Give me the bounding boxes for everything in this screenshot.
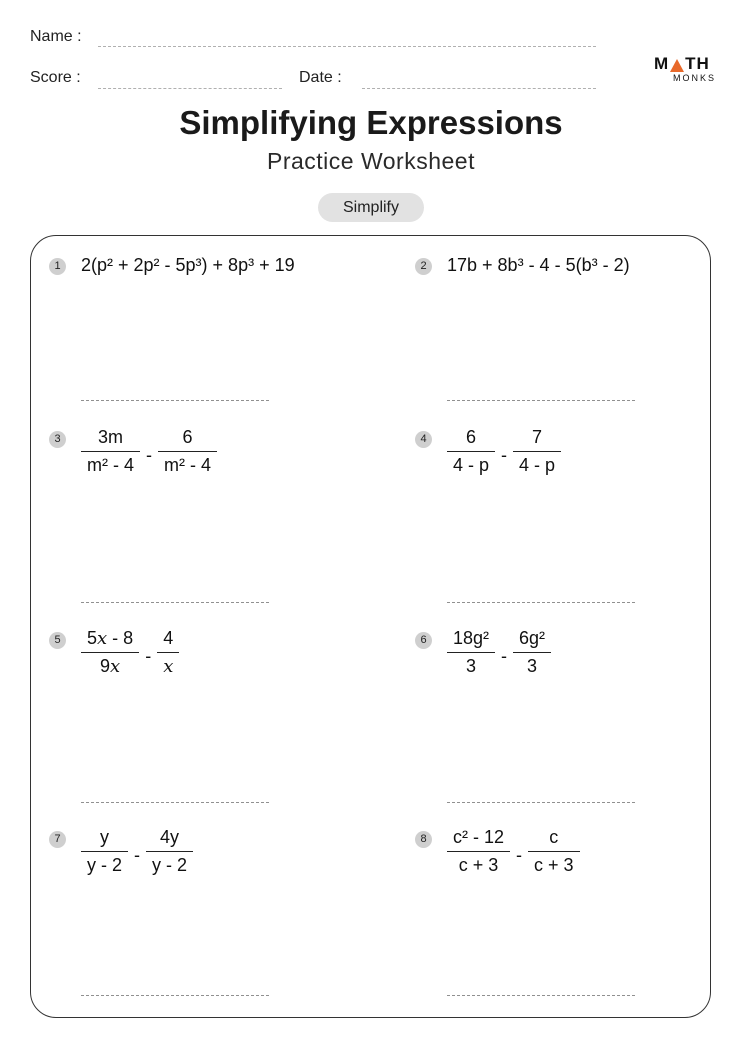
fraction-right	[146, 827, 193, 876]
answer-line-4[interactable]	[447, 602, 635, 603]
denominator: y - 2	[152, 855, 188, 875]
problem-7-expression	[81, 827, 193, 876]
denominator	[81, 653, 139, 677]
fraction-left	[81, 427, 140, 476]
coefficient: 5	[87, 628, 98, 648]
denominator: c + 3	[458, 855, 499, 875]
numerator: 6	[158, 427, 217, 452]
name-field[interactable]	[98, 46, 596, 47]
instruction-badge: Simplify	[318, 193, 424, 222]
answer-line-5[interactable]	[81, 802, 269, 803]
name-label: Name :	[30, 28, 82, 45]
problem-3-expression	[81, 427, 217, 476]
operator: -	[146, 445, 152, 465]
date-field[interactable]	[362, 88, 596, 89]
numerator: y	[81, 827, 128, 852]
numerator: 6g²	[513, 628, 551, 653]
fraction-left	[81, 628, 139, 677]
fraction-right	[513, 628, 551, 677]
fraction-left	[447, 427, 495, 476]
problem-2-expression: 17b + 8b³ - 4 - 5(b³ - 2)	[447, 255, 630, 275]
numerator: 18g²	[447, 628, 495, 653]
numerator: c	[528, 827, 580, 852]
problem-5-expression	[81, 628, 179, 677]
fraction-left	[81, 827, 128, 876]
variable: x	[97, 628, 108, 649]
numerator: 6	[447, 427, 495, 452]
logo-text-th: TH	[685, 54, 710, 73]
denominator: m² - 4	[87, 455, 134, 475]
problem-6-expression	[447, 628, 551, 677]
numerator: 4y	[146, 827, 193, 852]
denominator: 4 - p	[453, 455, 490, 475]
fraction-right	[158, 427, 217, 476]
denominator: m² - 4	[164, 455, 211, 475]
answer-line-2[interactable]	[447, 400, 635, 401]
problem-number-7: 7	[49, 831, 66, 848]
fraction-right	[157, 628, 179, 677]
numerator: c² - 12	[447, 827, 510, 852]
problem-8-expression	[447, 827, 580, 876]
answer-line-7[interactable]	[81, 995, 269, 996]
problem-number-1: 1	[49, 258, 66, 275]
score-label: Score :	[30, 69, 81, 86]
logo-text-monks: MONKS	[673, 73, 717, 83]
coefficient: 9	[100, 656, 111, 676]
operator: -	[145, 646, 152, 666]
denominator: y - 2	[87, 855, 123, 875]
numerator: 3m	[81, 427, 140, 452]
numerator	[81, 628, 139, 653]
denominator: c + 3	[534, 855, 574, 875]
variable: x	[110, 656, 121, 677]
answer-line-1[interactable]	[81, 400, 269, 401]
problem-number-3: 3	[49, 431, 66, 448]
answer-line-6[interactable]	[447, 802, 635, 803]
fraction-right	[528, 827, 580, 876]
problem-number-5: 5	[49, 632, 66, 649]
problems-box	[30, 235, 711, 1018]
page-subtitle: Practice Worksheet	[267, 148, 475, 174]
answer-line-8[interactable]	[447, 995, 635, 996]
fraction-left	[447, 628, 495, 677]
problem-number-2: 2	[415, 258, 432, 275]
constant-term: - 8	[107, 628, 134, 648]
denominator: 3	[466, 656, 477, 676]
problem-number-4: 4	[415, 431, 432, 448]
problem-number-6: 6	[415, 632, 432, 649]
date-label: Date :	[299, 69, 342, 86]
logo-text-m: M	[654, 54, 670, 73]
denominator: 4 - p	[519, 455, 556, 475]
problem-1-expression: 2(p² + 2p² - 5p³) + 8p³ + 19	[81, 255, 295, 275]
score-field[interactable]	[98, 88, 282, 89]
numerator: 7	[513, 427, 561, 452]
fraction-right	[513, 427, 561, 476]
operator: -	[501, 445, 508, 465]
operator: -	[516, 845, 523, 865]
operator: -	[134, 845, 141, 865]
logo-triangle-icon	[670, 59, 684, 72]
denominator: 3	[527, 656, 538, 676]
problem-4-expression	[447, 427, 561, 476]
operator: -	[501, 646, 508, 666]
numerator: 4	[157, 628, 179, 653]
denominator: x	[163, 656, 174, 677]
page-title: Simplifying Expressions	[179, 104, 563, 141]
fraction-left	[447, 827, 510, 876]
answer-line-3[interactable]	[81, 602, 269, 603]
problem-number-8: 8	[415, 831, 432, 848]
math-monks-logo	[654, 54, 716, 83]
